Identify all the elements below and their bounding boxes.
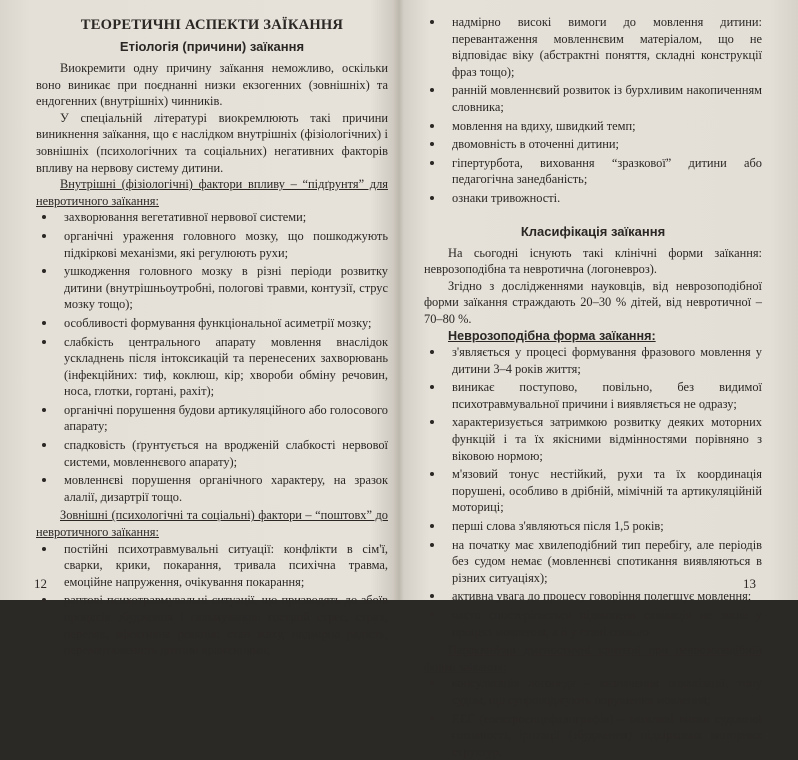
list-item: консультація логопеда – визначення локалізації, типу судом, що супроводжують порушення мовлення; [424,675,762,708]
left-page-column [36,16,388,659]
list-item: захворювання вегетативної нервової системи; [36,209,388,226]
list-item: слабкість центрального апарату мовлення внаслідок ускладнень після інтоксикацій та перенесених захворювань (інфекційних: тиф, коклюш, кір; хвороби обміну речовин, носа, глотки, гортані, рахіт); [36,334,388,400]
section-spacer [424,209,762,221]
list-item: з'являється у процесі формування фразового мовлення у дитини 3–4 років життя; [424,344,762,377]
list-item: характеризується затримкою розвитку деяких моторних функцій і та їх якісними відмінностями порівняно з віковою нормою; [424,414,762,464]
page-number-right: 13 [743,576,756,592]
list-item: м'язовий тонус нестійкий, рухи та їх координація порушені, особливо в дрібній, мімічній та артикуляційній моториці; [424,466,762,516]
criteria-heading-text: Параклінічні діагностичні критерії при неврозоподібній формі заїкання: [424,643,762,674]
list-item: органічні порушення будови артикуляційного або голосового апарату; [36,402,388,435]
left-page [0,0,396,658]
right-page [400,0,798,759]
list-item: двомовність в оточенні дитини; [424,136,762,153]
list-item: на початку має хвилеподібний тип перебігу, але періодів без судом немає (мовленнєві спотикання виявляються в різних ситуаціях); [424,537,762,587]
list-item: гіпертурбота, виховання “зразкової” дитини або педагогічна занедбаність; [424,155,762,188]
external-factors-heading-text: Зовнішні (психологічні та соціальні) фактори – “поштовх” до невротичного заїкання: [36,508,388,540]
list-item: органічні ураження головного мозку, що пошкоджують підкіркові механізми, які регулюють рухи; [36,228,388,261]
list-item: виникає поступово, повільно, без видимої психотравмувальної причини і виявляється не одразу; [424,379,762,412]
list-item: спадковість (ґрунтується на вродженій слабкості нервової системи, мовленнєвого апарату); [36,437,388,470]
list-item: активна увага до процесу говоріння полегшує мовлення; [424,588,762,605]
list-item: мовлення на вдиху, швидкий темп; [424,118,762,135]
continued-factors-list [424,14,762,207]
chapter-title: ТЕОРЕТИЧНІ АСПЕКТИ ЗАЇКАННЯ [80,17,344,33]
right-page-column [424,14,762,760]
list-item: раптові психотравмувальні ситуації, що призводять до збоїв процесів збудження і гальмування: гострий стрес, страх, переляк, афективна реакція: стан жаху, надмірна радість, перевантаженість дитини враженнями; [36,592,388,658]
list-item: постійні психотравмувальні ситуації: конфлікти в сім'ї, сварки, крики, покарання, тривала психічна травма, емоційне напруження, очікування покарання; [36,541,388,591]
list-item: часто спостерігається підвищена салівація не лише у процесі мовлення, а й у стані спокою. [424,607,762,640]
external-factors-heading [36,507,388,540]
list-item: ознаки тривожності. [424,190,762,207]
neurosis-like-heading [424,328,762,345]
internal-factors-list [36,209,388,505]
internal-factors-heading [36,176,388,209]
intro-paragraph: Виокремити одну причину заїкання неможливо, оскільки воно виникає при поєднанні низки екзогенних (зовнішніх) та ендогенних (внутрішніх) чинників. [36,61,388,109]
intro-paragraph: У спеціальній літературі виокремлюють такі причини виникнення заїкання, що є наслідком внутрішніх (фізіологічних) і зовнішніх (психологічних та соціальних) негативних факторів впливу на нервову систему дитини. [36,110,388,175]
criteria-heading [424,642,762,675]
neurosis-like-list [424,344,762,640]
list-item: надмірно високі вимоги до мовлення дитини: перевантаження мовленнєвим матеріалом, що не відповідає віку (абстрактні поняття, складні конструкції фраз тощо); [424,14,762,80]
neurosis-like-heading-text: Неврозоподібна форма заїкання: [448,328,656,343]
list-item: ушкодження головного мозку в різні періоди розвитку дитини (внутрішньоутробні, пологові травми, контузії, струс мозку тощо); [36,263,388,313]
classification-paragraph: На сьогодні існують такі клінічні форми заїкання: неврозоподібна та невротична (логоневроз). [424,245,762,277]
section-title-etiology: Етіологія (причини) заїкання [119,39,305,54]
classification-paragraph: Згідно з дослідженнями науковців, від неврозоподібної форми заїкання страждають 20–30 % дітей, від невротичної – 70–80 %. [424,278,762,326]
list-item: мовленнєві порушення органічного характеру, на зразок алалії, дизартрії тощо. [36,472,388,505]
list-item: ЕЕГ (електроенцефалографія) – можливі вияви судомної готовності, іритації (збудження) підкіркових моторних структур, [424,711,762,760]
criteria-list [424,675,762,760]
list-item: перші слова з'являються після 1,5 років; [424,518,762,535]
list-item: ранній мовленнєвий розвиток із бурхливим накопиченням словника; [424,82,762,115]
section-title-classification: Класифікація заїкання [520,223,666,239]
internal-factors-heading-text: Внутрішні (фізіологічні) фактори впливу – “підґрунтя” для невротичного заїкання: [36,177,388,208]
list-item: особливості формування функціональної асиметрії мозку; [36,315,388,332]
page-number-left: 12 [34,576,47,592]
